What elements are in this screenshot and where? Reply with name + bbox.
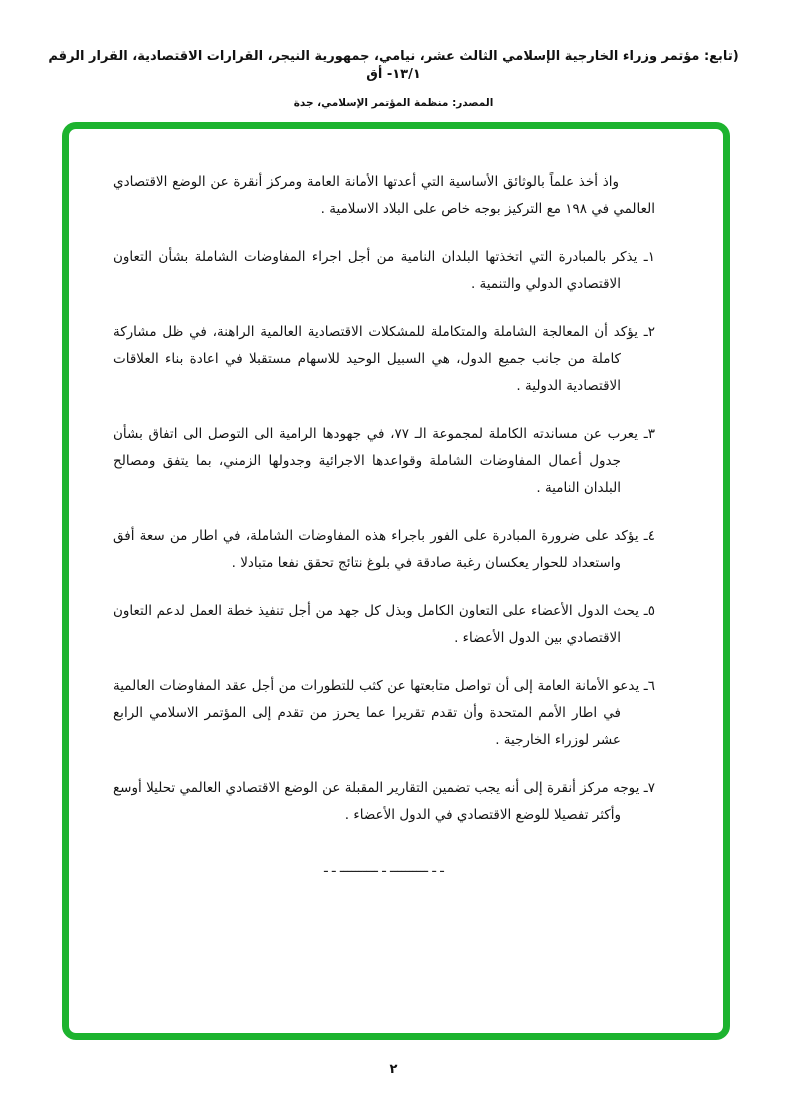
item-text: يعرب عن مساندته الكاملة لمجموعة الـ ٧٧، في جهودها الرامية الى التوصل الى اتفاق بشأن جدول أعمال المفاوضات الشاملة وقواعدها الاجرائية وجدولها الزمني، بما يتفق ومصالح البلدان النامية . [113,426,639,496]
numbered-item [113,421,655,502]
item-number: ٣ـ [643,426,655,442]
item-text: يحث الدول الأعضاء على التعاون الكامل وبذل كل جهد من أجل تنفيذ خطة العمل لدعم التعاون الاقتصادي بين الدول الأعضاء . [113,603,640,646]
item-number: ١ـ [643,249,655,265]
intro-paragraph: واذ أخذ علماً بالوثائق الأساسية التي أعدتها الأمانة العامة ومركز أنقرة عن الوضع الاقتصادي العالمي في ١٩٨ مع التركيز بوجه خاص على البلاد الاسلامية . [113,174,655,217]
header-title-line: (تابع: مؤتمر وزراء الخارجية الإسلامي الثالث عشر، نيامي، جمهورية النيجر، القرارات الاقتصادية، القرار الرقم ١٣/١- أق [48,49,739,82]
item-text: يدعو الأمانة العامة إلى أن تواصل متابعتها عن كثب للتطورات من أجل عقد المفاوضات العالمية في اطار الأمم المتحدة وأن تقدم تقريرا عما يحرز من تقدم إلى المؤتمر الاسلامي الرابع عشر لوزراء الخارجية . [113,678,640,748]
item-number: ٢ـ [643,324,655,340]
item-number: ٥ـ [643,603,655,619]
numbered-items-list [113,244,655,829]
numbered-item [113,244,655,298]
item-text: يذكر بالمبادرة التي اتخذتها البلدان النامية من أجل اجراء المفاوضات الشاملة بشأن التعاون الاقتصادي الدولي والتنمية . [113,249,638,292]
item-number: ٤ـ [643,528,656,544]
item-text: يؤكد على ضرورة المبادرة على الفور باجراء هذه المفاوضات الشاملة، في اطار من سعة أفق واستعداد للحوار يعكسان رغبة صادقة في بلوغ نتائج تحقق نفعا متبادلا . [113,528,639,571]
item-number: ٧ـ [643,780,656,796]
numbered-item [113,598,655,652]
document-header [40,48,747,109]
document-body [113,169,655,882]
page-number: ٢ [389,1062,398,1077]
item-text: يوجه مركز أنقرة إلى أنه يجب تضمين التقارير المقبلة عن الوضع الاقتصادي العالمي تحليلا أوسع وأكثر تفصيلا للوضع الاقتصادي في الدول الأعضاء . [113,780,640,823]
numbered-item [113,673,655,754]
numbered-item [113,523,655,577]
green-frame-border [62,122,730,1040]
item-text: يؤكد أن المعالجة الشاملة والمتكاملة للمشكلات الاقتصادية العالمية الراهنة، في ظل مشاركة كاملة من جانب جميع الدول، هي السبيل الوحيد للاسهام مستقبلا في اعادة بناء العلاقات الاقتصادية الدولية . [113,324,638,394]
numbered-item [113,319,655,400]
numbered-item [113,775,655,829]
header-source-line: المصدر: منظمة المؤتمر الإسلامي، جدة [293,97,494,109]
item-number: ٦ـ [643,678,655,694]
end-separator: ـ ـ ــــــــــ ـ ــــــــــ ـ ـ [323,861,444,876]
